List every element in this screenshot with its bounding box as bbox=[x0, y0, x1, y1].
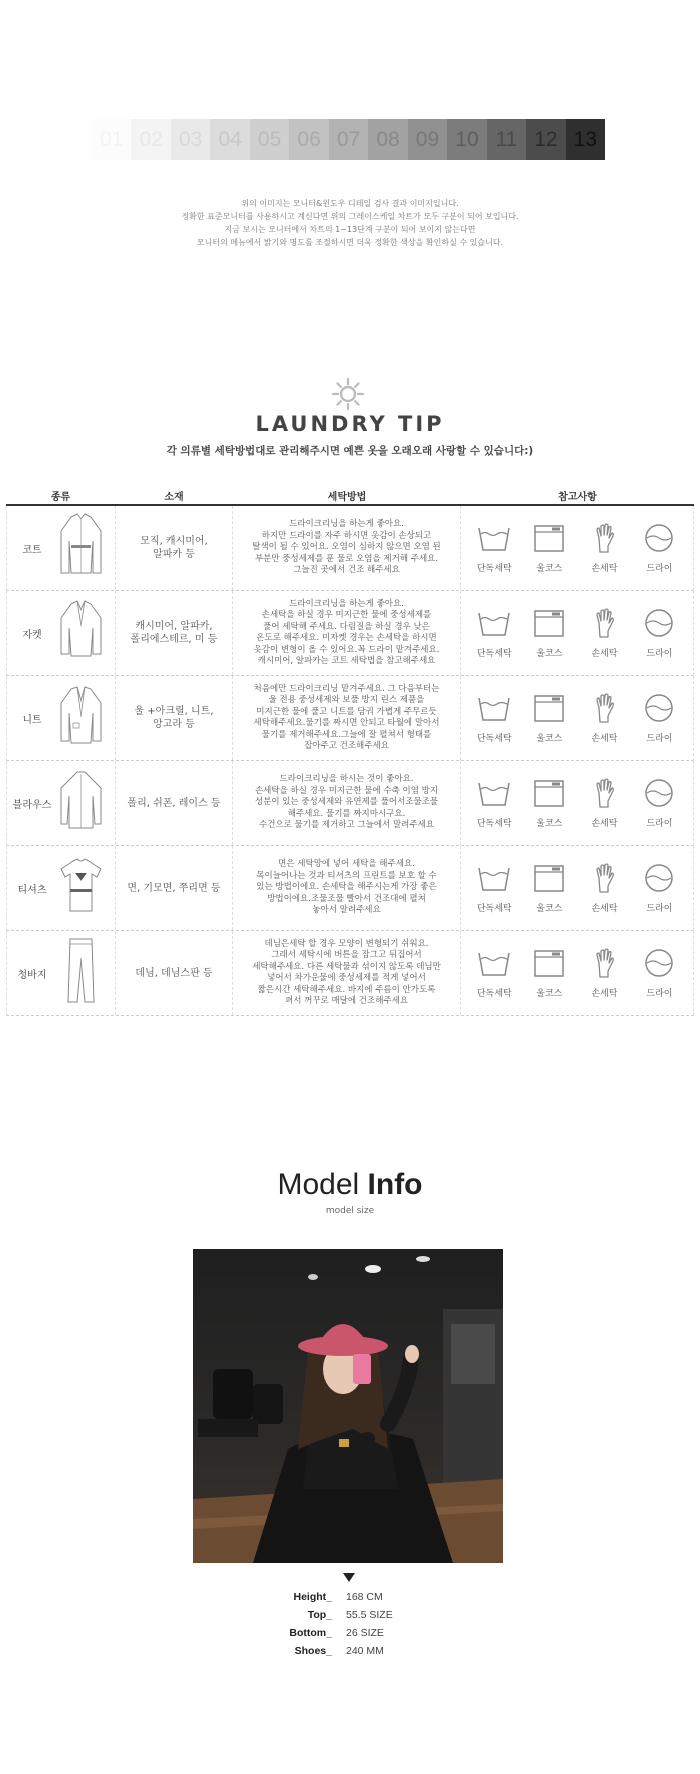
reference-item bbox=[468, 777, 520, 829]
grayscale-cell: 12 bbox=[526, 119, 565, 160]
jacket-icon bbox=[57, 596, 105, 670]
reference-label: 드라이 bbox=[646, 904, 673, 914]
method-line: 드라이크리닝을 하시는 것이 좋아요. bbox=[279, 774, 414, 785]
dry-clean-icon bbox=[641, 862, 677, 898]
dry-clean-icon bbox=[641, 522, 677, 558]
cell-material bbox=[116, 846, 234, 930]
reference-label: 손세탁 bbox=[591, 564, 618, 574]
method-line: 손세탁을 하실 경우 미지근한 물에 중성세제를 bbox=[261, 610, 432, 620]
dry-clean-icon bbox=[641, 947, 677, 983]
garment-type-label: 니트 bbox=[22, 714, 42, 726]
grayscale-cell: 13 bbox=[566, 119, 605, 160]
method-line: 미지근한 물에 풀고 니트를 담궈 가볍게 주무르듯 bbox=[256, 706, 437, 717]
reference-label: 손세탁 bbox=[591, 734, 618, 744]
garment-type-label: 티셔츠 bbox=[17, 884, 47, 896]
reference-item bbox=[468, 862, 520, 914]
cell-type bbox=[7, 591, 116, 675]
laundry-tip-subtitle: 각 의류별 세탁방법대로 관리해주시면 예쁜 옷을 오래오래 사랑할 수 있습니다:) bbox=[166, 445, 534, 457]
monitor-calibration-note bbox=[0, 197, 700, 249]
method-line: 넣어서 차가운물에 중성세제를 적게 넣어서 bbox=[267, 973, 426, 983]
method-line: 놓아서 말려주세요 bbox=[312, 905, 381, 916]
garment-type-label: 청바지 bbox=[17, 969, 47, 981]
reference-label: 드라이 bbox=[646, 734, 673, 744]
method-line: 목이늘어나는 것과 티셔츠의 프린트를 보호 할 수 bbox=[256, 870, 437, 881]
method-line: 옷감이 변형이 올 수 있어요.꼭 드라이 맡겨주세요. bbox=[253, 644, 440, 655]
note-line: 위의 이미지는 모니터&윈도우 디테일 검사 결과 이미지입니다. bbox=[241, 199, 459, 208]
model-photo-illustration bbox=[193, 1249, 503, 1563]
reference-item bbox=[578, 947, 630, 999]
reference-item bbox=[633, 862, 685, 914]
method-line: 울 전용 중성세제와 보풀 방지 린스 제품을 bbox=[268, 695, 425, 705]
arrow-down-icon bbox=[343, 1573, 355, 1582]
model-size-subtitle: model size bbox=[325, 1206, 375, 1216]
method-line: 그래서 세탁시에 버튼을 잠그고 뒤집어서 bbox=[271, 950, 422, 960]
reference-item bbox=[633, 607, 685, 659]
spec-key: Height_ bbox=[293, 1591, 332, 1603]
reference-item bbox=[633, 777, 685, 829]
hand-wash-icon bbox=[586, 522, 622, 558]
grayscale-cell: 08 bbox=[368, 119, 407, 160]
hand-wash-icon bbox=[586, 777, 622, 813]
reference-item bbox=[578, 692, 630, 744]
wool-course-icon bbox=[531, 607, 567, 643]
reference-item bbox=[578, 862, 630, 914]
laundry-table bbox=[6, 486, 694, 1016]
method-line: 면은 세탁망에 넣어 세탁을 해주세요. bbox=[278, 859, 415, 870]
knit-icon bbox=[57, 681, 105, 755]
reference-item bbox=[633, 692, 685, 744]
jeans-icon bbox=[57, 936, 105, 1010]
reference-item bbox=[633, 522, 685, 574]
spec-key: Bottom_ bbox=[289, 1627, 332, 1639]
reference-label: 단독세탁 bbox=[476, 819, 512, 829]
reference-item bbox=[578, 777, 630, 829]
hand-wash-icon bbox=[586, 692, 622, 728]
reference-label: 울코스 bbox=[536, 904, 563, 914]
method-line: 하지만 드라이를 자주 하시면 옷감이 손상되고 bbox=[261, 530, 432, 541]
method-line: 있는 방법이에요. 손세탁을 해주시는게 가장 좋은 bbox=[256, 882, 437, 893]
table-row bbox=[6, 506, 694, 591]
header-type: 종류 bbox=[50, 491, 71, 503]
grayscale-cell: 04 bbox=[210, 119, 249, 160]
method-line: 잡아주고 건조해주세요 bbox=[304, 741, 389, 751]
reference-item bbox=[523, 862, 575, 914]
cell-method bbox=[233, 846, 460, 930]
reference-item bbox=[578, 607, 630, 659]
reference-label: 울코스 bbox=[536, 734, 563, 744]
cell-reference bbox=[461, 846, 693, 930]
cell-method bbox=[233, 676, 460, 760]
spec-row bbox=[0, 1624, 700, 1642]
spec-value: 26 SIZE bbox=[346, 1627, 384, 1639]
reference-item bbox=[523, 692, 575, 744]
table-row bbox=[6, 846, 694, 931]
grayscale-cell: 02 bbox=[131, 119, 170, 160]
cell-material bbox=[116, 591, 234, 675]
material-line: 폴리, 쉬폰, 레이스 등 bbox=[127, 797, 221, 809]
cell-type bbox=[7, 506, 116, 590]
grayscale-cell: 01 bbox=[92, 119, 131, 160]
reference-label: 단독세탁 bbox=[476, 734, 512, 744]
method-line: 드라이크리닝을 하는게 좋아요. bbox=[289, 519, 404, 530]
reference-item bbox=[468, 692, 520, 744]
grayscale-cell: 06 bbox=[289, 119, 328, 160]
table-row bbox=[6, 676, 694, 761]
single-wash-icon bbox=[476, 692, 512, 728]
grayscale-cell: 10 bbox=[447, 119, 486, 160]
model-title-bold: Info bbox=[367, 1168, 423, 1201]
hand-wash-icon bbox=[586, 607, 622, 643]
material-line: 울 +아크릴, 니트, bbox=[134, 706, 214, 717]
wool-course-icon bbox=[531, 692, 567, 728]
method-line: 풀어 세탁해 주세요. 다림질을 하실 경우 낮은 bbox=[263, 621, 430, 632]
reference-label: 손세탁 bbox=[591, 819, 618, 829]
spec-value: 240 MM bbox=[346, 1645, 384, 1657]
model-title-light: Model bbox=[277, 1168, 368, 1201]
spec-key: Shoes_ bbox=[294, 1645, 332, 1657]
material-line: 데님, 데님스판 등 bbox=[135, 967, 213, 979]
single-wash-icon bbox=[476, 777, 512, 813]
cell-reference bbox=[461, 506, 693, 590]
garment-type-label: 블라우스 bbox=[12, 799, 52, 811]
reference-item bbox=[633, 947, 685, 999]
reference-label: 드라이 bbox=[646, 649, 673, 659]
header-method: 세탁방법 bbox=[327, 491, 367, 503]
reference-item bbox=[523, 777, 575, 829]
method-line: 세탁해주세요. 다른 세탁물과 섞이지 않도록 데님만 bbox=[252, 961, 441, 972]
material-line: 면, 기모면, 쭈리면 등 bbox=[127, 882, 221, 894]
note-line: 정확한 표준모니터를 사용하시고 계신다면 위의 그레이스케일 차트가 모두 구분이 되어 보입니다. bbox=[181, 212, 519, 221]
cell-material bbox=[116, 506, 234, 590]
method-line: 부분만 중성세제를 푼 물로 오염을 제거해 주세요. bbox=[254, 553, 439, 564]
cell-type bbox=[7, 931, 116, 1015]
reference-label: 드라이 bbox=[646, 989, 673, 999]
cell-method bbox=[233, 506, 460, 590]
reference-item bbox=[523, 522, 575, 574]
grayscale-chart bbox=[92, 119, 605, 160]
model-photo bbox=[193, 1249, 503, 1563]
laundry-tip-title: LAUNDRY TIP bbox=[255, 412, 445, 436]
header-reference: 참고사항 bbox=[558, 491, 597, 503]
reference-label: 단독세탁 bbox=[476, 904, 512, 914]
reference-label: 손세탁 bbox=[591, 649, 618, 659]
table-row bbox=[6, 931, 694, 1016]
reference-label: 울코스 bbox=[536, 649, 563, 659]
reference-label: 울코스 bbox=[536, 989, 563, 999]
cell-method bbox=[233, 591, 460, 675]
wool-course-icon bbox=[531, 947, 567, 983]
single-wash-icon bbox=[476, 947, 512, 983]
spec-row bbox=[0, 1606, 700, 1624]
wool-course-icon bbox=[531, 777, 567, 813]
spec-row bbox=[0, 1642, 700, 1660]
spec-value: 168 CM bbox=[346, 1591, 383, 1603]
cell-reference bbox=[461, 931, 693, 1015]
spec-row bbox=[0, 1588, 700, 1606]
method-line: 펴서 꺼꾸로 매달에 건조해주세요 bbox=[284, 996, 409, 1006]
model-specs bbox=[0, 1588, 700, 1660]
method-line: 데님은세탁 할 경우 모양이 변형되기 쉬워요. bbox=[264, 938, 429, 949]
material-line: 알파카 등 bbox=[153, 549, 195, 560]
method-line: 수건으로 물기를 제거하고 그늘에서 말려주세요 bbox=[259, 820, 435, 831]
cell-reference bbox=[461, 591, 693, 675]
reference-item bbox=[578, 522, 630, 574]
cell-material bbox=[116, 676, 234, 760]
reference-label: 드라이 bbox=[646, 564, 673, 574]
reference-label: 울코스 bbox=[536, 819, 563, 829]
method-line: 세탁해주세요.물기를 짜시면 안되고 타월에 말아서 bbox=[253, 718, 440, 728]
method-line: 해주세요. 물기를 짜지마시구요. bbox=[287, 808, 406, 819]
dry-clean-icon bbox=[641, 607, 677, 643]
method-line: 탈색이 될 수 있어요. 오염이 심하지 않으면 오염 된 bbox=[252, 542, 441, 553]
cell-type bbox=[7, 676, 116, 760]
method-line: 짧은시간 세탁해주세요. 바지에 주름이 안가도록 bbox=[257, 984, 436, 995]
table-header bbox=[6, 486, 694, 506]
reference-item bbox=[523, 607, 575, 659]
garment-type-label: 코트 bbox=[22, 544, 42, 556]
table-row bbox=[6, 761, 694, 846]
cell-method bbox=[233, 931, 460, 1015]
reference-label: 단독세탁 bbox=[476, 649, 512, 659]
coat-icon bbox=[57, 511, 105, 585]
reference-label: 단독세탁 bbox=[476, 989, 512, 999]
material-line: 캐시미어, 알파카, bbox=[135, 621, 213, 632]
wool-course-icon bbox=[531, 522, 567, 558]
tshirt-icon bbox=[57, 851, 105, 925]
single-wash-icon bbox=[476, 522, 512, 558]
single-wash-icon bbox=[476, 862, 512, 898]
grayscale-cell: 11 bbox=[487, 119, 526, 160]
garment-type-label: 자켓 bbox=[22, 629, 42, 641]
wool-course-icon bbox=[531, 862, 567, 898]
grayscale-cell: 05 bbox=[250, 119, 289, 160]
header-material: 소재 bbox=[164, 491, 184, 503]
blouse-icon bbox=[57, 766, 105, 840]
spec-key: Top_ bbox=[307, 1609, 332, 1621]
cell-reference bbox=[461, 761, 693, 845]
grayscale-cell: 03 bbox=[171, 119, 210, 160]
method-line: 처음에만 드라이크리닝 맡겨주세요. 그 다음부터는 bbox=[253, 683, 440, 694]
reference-item bbox=[468, 522, 520, 574]
method-line: 그늘진 곳에서 건조 해주세요 bbox=[293, 565, 400, 576]
reference-item bbox=[468, 607, 520, 659]
single-wash-icon bbox=[476, 607, 512, 643]
method-line: 드라이크리닝을 하는게 좋아요. bbox=[289, 598, 404, 609]
grayscale-cell: 07 bbox=[329, 119, 368, 160]
model-info-title bbox=[0, 1168, 700, 1202]
table-row bbox=[6, 591, 694, 676]
reference-item bbox=[468, 947, 520, 999]
cell-material bbox=[116, 761, 234, 845]
material-line: 폴리에스테르, 미 등 bbox=[130, 634, 218, 645]
dry-clean-icon bbox=[641, 692, 677, 728]
material-line: 앙고라 등 bbox=[153, 719, 195, 730]
note-line: 지금 보시는 모니터에서 차트의 1~13단계 구분이 되어 보이지 않는다면 bbox=[224, 225, 476, 234]
cell-reference bbox=[461, 676, 693, 760]
method-line: 물기를 제거해주세요.그늘에 잘 펼쳐서 형태를 bbox=[261, 729, 432, 740]
method-line: 방법이에요.조물조물 빨아서 건조대에 펼쳐 bbox=[267, 893, 426, 904]
cell-type bbox=[7, 846, 116, 930]
reference-label: 단독세탁 bbox=[476, 564, 512, 574]
method-line: 캐시미어, 알파카는 코트 세탁법을 참고해주세요 bbox=[257, 656, 436, 666]
reference-label: 드라이 bbox=[646, 819, 673, 829]
material-line: 모직, 캐시미어, bbox=[140, 536, 208, 547]
method-line: 손세탁을 하실 경우 미지근한 물에 수축 이염 방지 bbox=[254, 785, 439, 796]
cell-method bbox=[233, 761, 460, 845]
method-line: 온도로 해주세요. 미자켓 경우는 손세탁을 하시면 bbox=[256, 633, 437, 643]
reference-label: 손세탁 bbox=[591, 989, 618, 999]
spec-value: 55.5 SIZE bbox=[346, 1609, 393, 1621]
dry-clean-icon bbox=[641, 777, 677, 813]
note-line: 모니터의 메뉴에서 밝기와 명도를 조절하시면 더욱 정확한 색상을 확인하실 수 있습니다. bbox=[196, 238, 504, 247]
table-body bbox=[6, 506, 694, 1016]
reference-label: 손세탁 bbox=[591, 904, 618, 914]
hand-wash-icon bbox=[586, 862, 622, 898]
method-line: 성분이 있는 중성세제와 유연제를 풀어서조물조물 bbox=[254, 797, 439, 808]
grayscale-cell: 09 bbox=[408, 119, 447, 160]
sun-icon bbox=[331, 377, 365, 411]
reference-label: 울코스 bbox=[536, 564, 563, 574]
cell-material bbox=[116, 931, 234, 1015]
hand-wash-icon bbox=[586, 947, 622, 983]
reference-item bbox=[523, 947, 575, 999]
cell-type bbox=[7, 761, 116, 845]
